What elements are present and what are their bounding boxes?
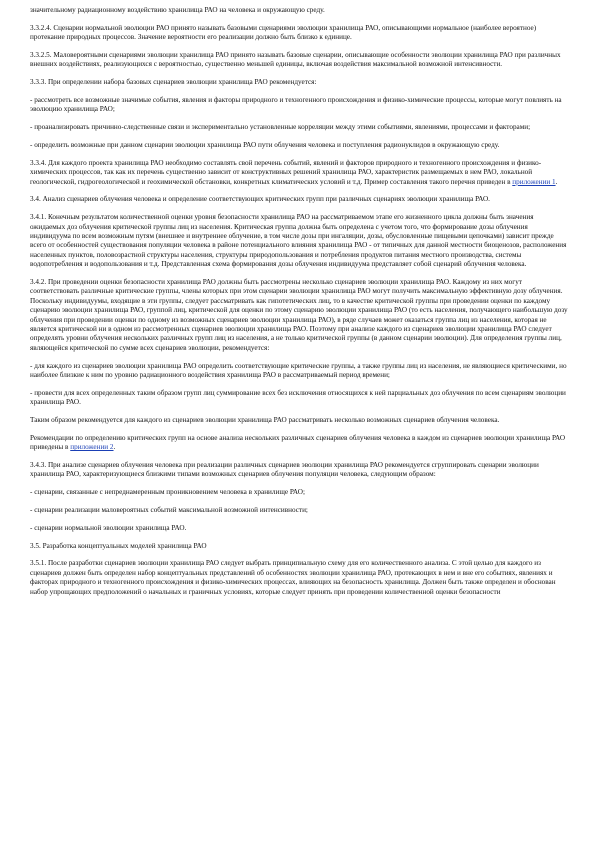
paragraph-recommendations-text: Рекомендации по определению критических групп на основе анализа нескольких различных сценариев облучения человека в каждом из сценариев эволюции хранилища РАО приведены в — [30, 433, 566, 452]
paragraph-3-4-1: 3.4.1. Конечным результатом количественной оценки уровня безопасности хранилища РАО на рассматриваемом этапе его жизненного цикла должны быть значения ожидаемых доз облучения критической группы лиц из населения. Критическая группа должна быть определена с учетом того, что формирование дозы облучения индивидуума по всем возможным путям (внешнее и внутреннее облучение, в том числе дозы при ингаляции, дозы, обусловленные пищевыми цепочками) зависит прежде всего от особенностей существования популяции человека в районе потенциального влияния хранилища РАО - от типичных для данной местности биоценозов, расположения населенных пунктов, половозрастной структуры населения, структуры природопользования и потребления продуктов питания местного производства, системы водопотребления и водопользования и т.д. Представленная схема формирования дозы облучения индивидуума представляет собой сценарий облучения человека. — [30, 213, 567, 269]
paragraph-3-3-2-4: 3.3.2.4. Сценарии нормальной эволюции РАО принято называть базовыми сценариями эволюции хранилища РАО, описывающими нормальное (наиболее вероятное) протекание природных процессов. Значение вероятности его реализации должно быть близко к единице. — [30, 23, 537, 42]
paragraph-3-5-1: 3.5.1. После разработки сценариев эволюции хранилища РАО следует выбрать принципиальную схему для его количественного анализа. С этой целью для каждого из сценариев должен быть определен набор концептуальных представлений об особенностях эволюции хранилища РАО, протекающих в нем и вне его событиях, явлениях и факторах природного и техногенного происхождения и физико-химических процессах, влияющих на безопасность хранилища. Должен быть также определен и обоснован набор упрощающих предположений о начальных и граничных условиях, которые следует принять при проведении количественной оценки безопасности — [30, 559, 556, 596]
list-item-sum-doses: - провести для всех определенных таким образом групп лиц суммирование всех без исключения относящихся к ней парциальных доз облучения по всем сценариям эволюции хранилища РАО. — [30, 388, 566, 407]
appendix-2-link[interactable]: приложении 2 — [70, 443, 114, 452]
document-page — [30, 6, 570, 603]
paragraph-3-3-4 — [30, 159, 570, 187]
paragraph-summary: Таким образом рекомендуется для каждого из сценариев эволюции хранилища РАО рассматривать несколько возможных сценариев облучения человека. — [30, 416, 500, 425]
heading-3-4: 3.4. Анализ сценариев облучения человека и определение соответствующих критических групп при различных сценариях эволюции хранилища РАО. — [30, 195, 490, 204]
paragraph-0: значительному радиационному воздействию хранилища РАО на человека и окружающую среду. — [30, 6, 325, 14]
list-item-unlikely-events: - сценарии реализации маловероятных событий максимальной возможной интенсивности; — [30, 506, 308, 515]
list-item-intrusion: - сценарии, связанные с непреднамеренным проникновением человека в хранилище РАО; — [30, 488, 305, 497]
list-item-normal-evolution: - сценарии нормальной эволюции хранилища РАО. — [30, 523, 187, 532]
list-item-consider-events: - рассмотреть все возможные значимые события, явления и факторы природного и техногенного происхождения и физико-химические процессы, которые могут повлиять на эволюцию хранилища РАО; — [30, 96, 562, 114]
paragraph-3-4-3: 3.4.3. При анализе сценариев облучения человека при реализации различных сценариев эволюции хранилища РАО рекомендуется сгруппировать сценарии эволюции хранилища РАО, характеризующиеся близкими типами возможных сценариев облучения популяции человека, следующим образом: — [30, 461, 539, 479]
paragraph-3-3-2-5: 3.3.2.5. Маловероятными сценариями эволюции хранилища РАО принято называть базовые сценарии, описывающие особенности эволюции хранилища РАО при различных внешних воздействиях, реализующихся с вероятностью, существенно меньшей единицы, включая воздействия максимальной возможной интенсивности. — [30, 51, 561, 69]
heading-3-5: 3.5. Разработка концептуальных моделей хранилища РАО — [30, 541, 207, 550]
paragraph-3-3-4-end: . — [555, 177, 558, 186]
list-item-analyze-links: - проанализировать причинно-следственные связи и экспериментально установленные корреляции между этими событиями, явлениями, процессами и факторами; — [30, 123, 531, 132]
appendix-1-link[interactable]: приложении 1 — [512, 177, 556, 186]
paragraph-recommendations-end: . — [113, 443, 116, 452]
list-item-define-pathways: - определить возможные при данном сценарии эволюции хранилища РАО пути облучения человека и поступления радионуклидов в окружающую среду. — [30, 141, 500, 149]
paragraph-recommendations — [30, 434, 570, 453]
paragraph-3-3-4-text: 3.3.4. Для каждого проекта хранилища РАО необходимо составлять свой перечень событий, явлений и факторов природного и техногенного происхождения и физико-химических процессов, так как их перечень существенно зависит от конструктивных решений хранилища РАО, характеристик размещаемых в нем РАО, локальной геологической, гидрогеологической и геохимической обстановки, конкретных климатических условий и т.д. Пример составления такого перечня приведен в — [30, 158, 542, 186]
paragraph-3-3-3: 3.3.3. При определении набора базовых сценариев эволюции хранилища РАО рекомендуется: — [30, 78, 317, 87]
list-item-critical-groups: - для каждого из сценариев эволюции хранилища РАО определить соответствующие критические группы, а также группы лиц из населения, не являющиеся критическими, но наиболее близкие к ним по уровню радиационного воздействия хранилища РАО в рассматриваемый период времени; — [30, 361, 567, 380]
paragraph-3-4-2: 3.4.2. При проведении оценки безопасности хранилища РАО должны быть рассмотрены несколько сценариев эволюции хранилища РАО. Каждому из них могут соответствовать различные критические группы, члены которых при этом сценарии эволюции хранилища РАО могут получить максимальную эффективную дозу облучения. Поскольку индивидуумы, входящие в эти группы, следует рассматривать как гипотетических лиц, то в качестве критической группы при проведении оценки по каждому сценарию эволюции хранилища РАО, группой лиц, критической для оценки по этому сценарию эволюции хранилища РАО (то есть населения, получающего наибольшую дозу облучения при проведении оценки по одному из возможных сценариев эволюции хранилища РАО), в ряде случаев может оказаться группа лиц из населения, которая не является критической ни в одном из рассмотренных сценариев эволюции хранилища РАО. Поэтому при анализе каждого из сценариев эволюции хранилища РАО следует определять уровни облучения нескольких различных групп лиц из населения, а не только критической группы (в данном сценарии эволюции). Для определения группы лиц, являющейся критической по сумме всех сценариев эволюции, рекомендуется: — [30, 278, 568, 352]
